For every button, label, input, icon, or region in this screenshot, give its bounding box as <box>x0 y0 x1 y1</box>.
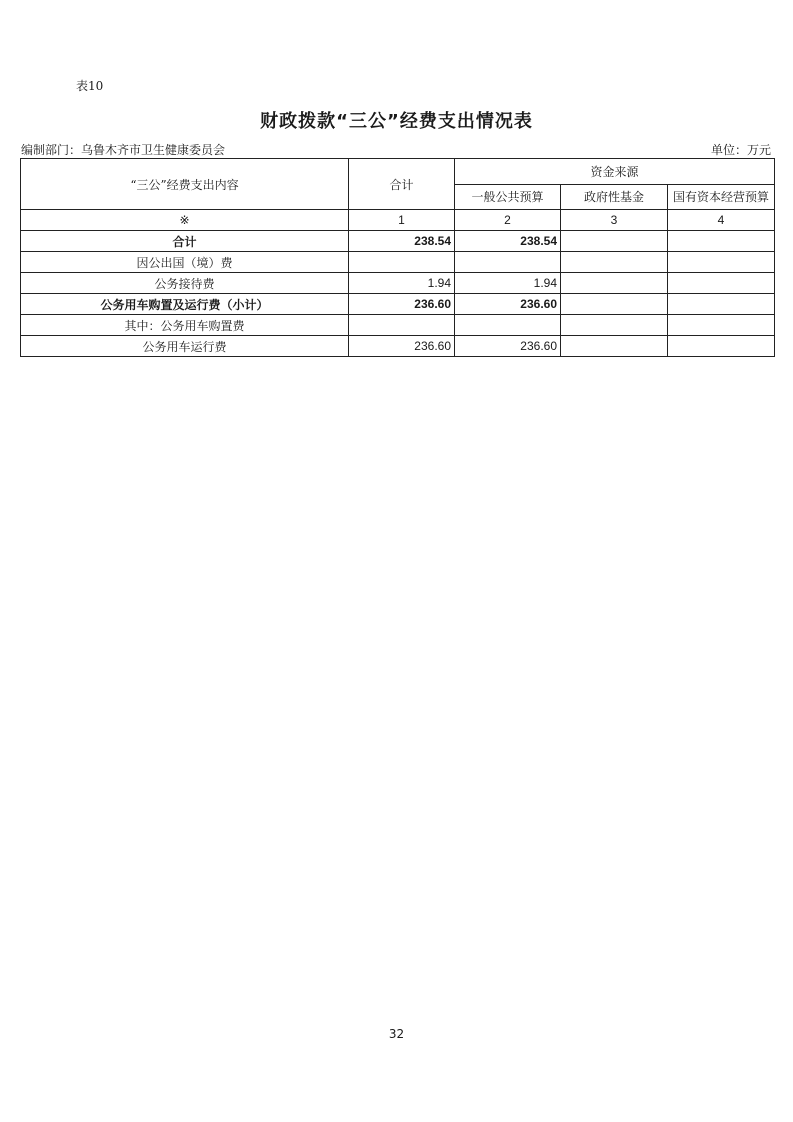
table-row <box>21 231 775 252</box>
table-row <box>21 273 775 294</box>
row-total: 238.54 <box>349 231 455 252</box>
page-title: 财政拨款“三公”经费支出情况表 <box>260 111 533 132</box>
row-state <box>668 294 775 315</box>
row-gov <box>561 294 668 315</box>
table-row <box>21 315 775 336</box>
row-total: 236.60 <box>349 294 455 315</box>
header-total: 合计 <box>349 159 455 210</box>
row-total: 1.94 <box>349 273 455 294</box>
row-total <box>349 315 455 336</box>
row-name: 公务用车运行费 <box>21 336 349 357</box>
row-gov <box>561 315 668 336</box>
row-general <box>455 252 561 273</box>
row-name: 公务用车购置及运行费（小计） <box>21 294 349 315</box>
row-gov <box>561 231 668 252</box>
row-state <box>668 231 775 252</box>
row-name: 其中：公务用车购置费 <box>21 315 349 336</box>
header-source: 资金来源 <box>455 159 775 185</box>
expense-table <box>20 158 775 357</box>
header-row-1 <box>21 159 775 185</box>
index-col-3: 3 <box>561 210 668 231</box>
department-label: 编制部门：乌鲁木齐市卫生健康委员会 <box>21 143 226 157</box>
index-col-2: 2 <box>455 210 561 231</box>
row-general: 1.94 <box>455 273 561 294</box>
header-general-budget: 一般公共预算 <box>455 184 561 210</box>
page-number: 32 <box>388 1027 405 1041</box>
row-name: 合计 <box>21 231 349 252</box>
row-general: 236.60 <box>455 336 561 357</box>
header-content: “三公”经费支出内容 <box>21 159 349 210</box>
row-total <box>349 252 455 273</box>
row-general: 236.60 <box>455 294 561 315</box>
header-gov-fund: 政府性基金 <box>561 184 668 210</box>
row-general: 238.54 <box>455 231 561 252</box>
table-row <box>21 336 775 357</box>
row-total: 236.60 <box>349 336 455 357</box>
row-state <box>668 252 775 273</box>
row-gov <box>561 252 668 273</box>
row-gov <box>561 336 668 357</box>
table-number: 表10 <box>76 79 104 93</box>
table-row <box>21 252 775 273</box>
index-row <box>21 210 775 231</box>
index-mark: ※ <box>21 210 349 231</box>
index-col-4: 4 <box>668 210 775 231</box>
row-gov <box>561 273 668 294</box>
unit-label: 单位：万元 <box>710 143 771 157</box>
row-name: 公务接待费 <box>21 273 349 294</box>
index-col-1: 1 <box>349 210 455 231</box>
row-general <box>455 315 561 336</box>
row-state <box>668 315 775 336</box>
row-state <box>668 273 775 294</box>
row-name: 因公出国（境）费 <box>21 252 349 273</box>
table-row <box>21 294 775 315</box>
header-state-capital: 国有资本经营预算 <box>668 184 775 210</box>
row-state <box>668 336 775 357</box>
